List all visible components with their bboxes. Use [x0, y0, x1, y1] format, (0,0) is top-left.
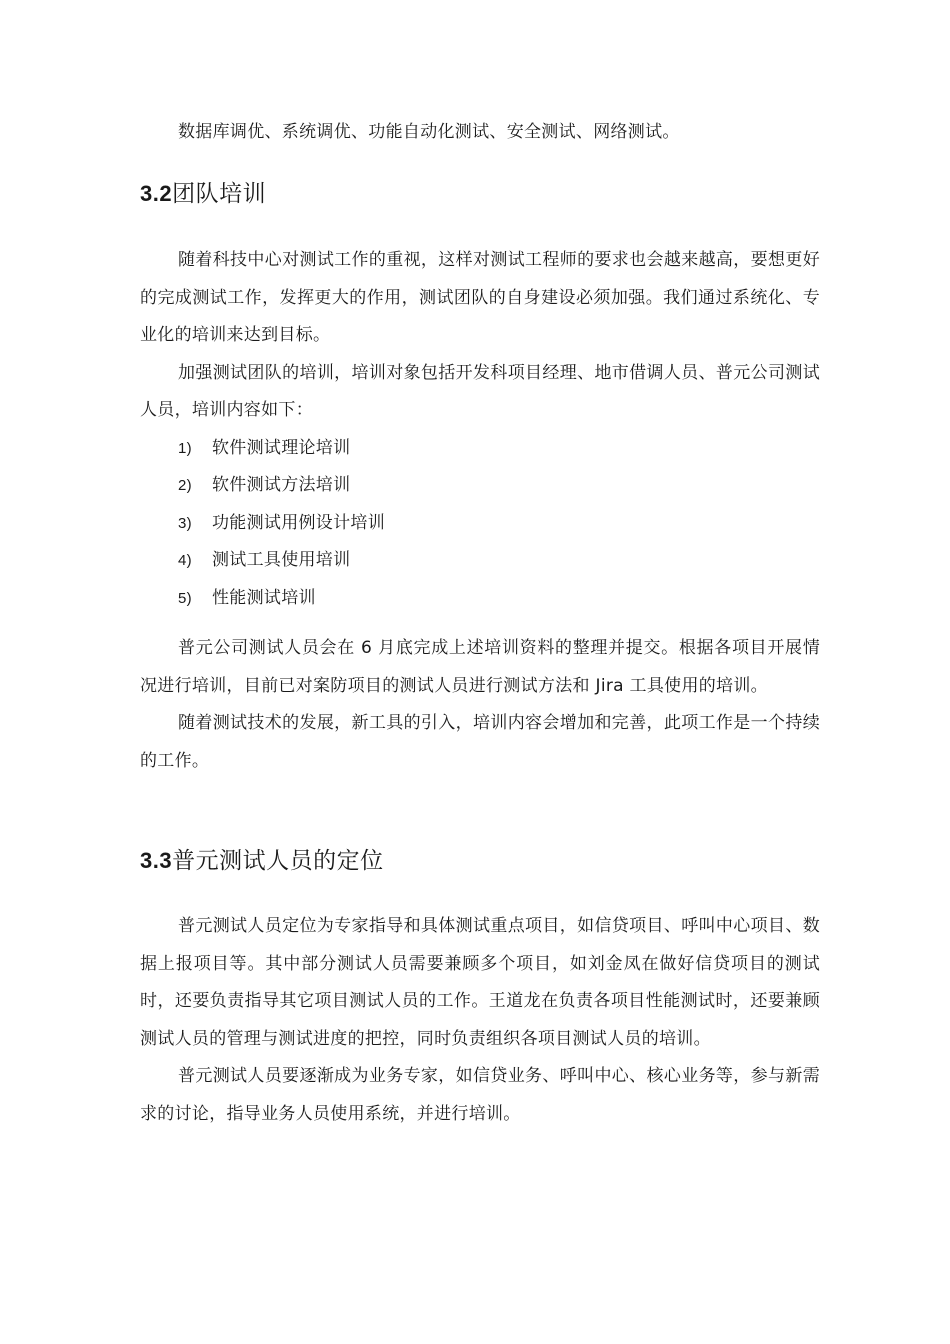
section-title: 团队培训	[172, 181, 267, 207]
section-number: 3.3	[140, 848, 173, 873]
list-text: 测试工具使用培训	[212, 550, 351, 570]
list-text: 软件测试方法培训	[212, 475, 351, 495]
list-item	[178, 467, 820, 505]
section-heading-3-2	[140, 179, 266, 209]
list-text: 软件测试理论培训	[212, 437, 351, 458]
intro-paragraph: 数据库调优、系统调优、功能自动化测试、安全测试、网络测试。	[178, 122, 680, 142]
paragraph: 普元公司测试人员会在 6 月底完成上述培训资料的整理并提交。根据各项目开展情况进行培训，目前已对案防项目的测试人员进行测试方法和 Jira 工具使用的培训。	[140, 638, 820, 696]
section-3-2-body-continued	[140, 630, 820, 780]
list-number: 5)	[178, 589, 192, 607]
section-number: 3.2	[140, 181, 173, 206]
list-text: 性能测试培训	[212, 587, 316, 608]
section-title: 普元测试人员的定位	[172, 848, 384, 874]
paragraph: 随着科技中心对测试工作的重视，这样对测试工程师的要求也会越来越高，要想更好的完成测试工作，发挥更大的作用，测试团队的自身建设必须加强。我们通过系统化、专业化的培训来达到目标。	[140, 250, 820, 345]
paragraph: 普元测试人员要逐渐成为业务专家，如信贷业务、呼叫中心、核心业务等，参与新需求的讨论，指导业务人员使用系统，并进行培训。	[140, 1066, 820, 1124]
list-text: 功能测试用例设计培训	[212, 512, 385, 533]
list-item	[178, 505, 820, 543]
list-number: 3)	[178, 514, 192, 532]
paragraph: 普元测试人员定位为专家指导和具体测试重点项目，如信贷项目、呼叫中心项目、数据上报项目等。其中部分测试人员需要兼顾多个项目，如刘金凤在做好信贷项目的测试时，还要负责指导其它项目测试人员的工作。王道龙在负责各项目性能测试时，还要兼顾测试人员的管理与测试进度的把控，同时负责组织各项目测试人员的培训。	[140, 916, 820, 1049]
section-heading-3-3	[140, 846, 384, 876]
section-3-2-body	[140, 242, 820, 617]
paragraph: 加强测试团队的培训，培训对象包括开发科项目经理、地市借调人员、普元公司测试人员，培训内容如下：	[140, 362, 820, 420]
list-number: 2)	[178, 477, 192, 494]
paragraph: 随着测试技术的发展，新工具的引入，培训内容会增加和完善，此项工作是一个持续的工作。	[140, 713, 820, 771]
training-list	[140, 430, 820, 618]
list-number: 4)	[178, 552, 192, 569]
list-item	[178, 430, 820, 468]
list-item	[178, 580, 820, 618]
list-number: 1)	[178, 439, 192, 457]
section-3-3-body	[140, 908, 820, 1133]
list-item	[178, 542, 820, 580]
